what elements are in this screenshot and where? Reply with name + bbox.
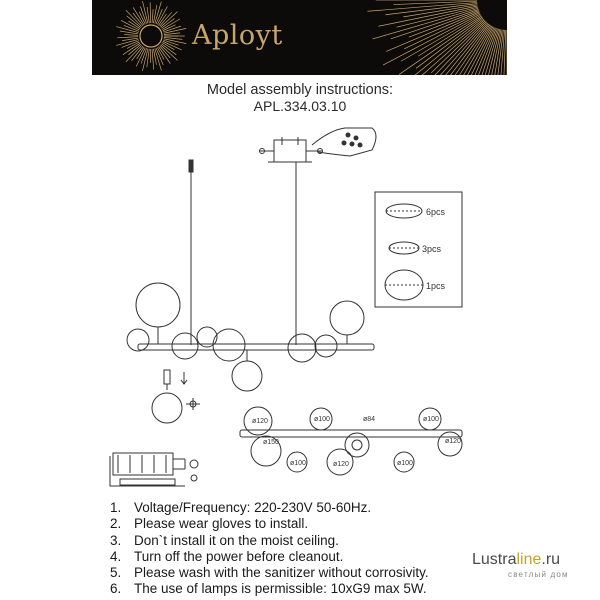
ceiling-canopy: [274, 140, 306, 162]
legend-label: 6pcs: [426, 207, 446, 217]
instructions-list: [110, 500, 429, 598]
list-item: 1. Voltage/Frequency: 220-230V 50-60Hz.: [110, 500, 372, 515]
dimension-label: ø100: [397, 460, 413, 467]
watermark-logo: Lustraline.ru: [472, 551, 561, 568]
globe: [288, 334, 316, 362]
socket-icon: [164, 370, 170, 384]
globe: [232, 361, 262, 391]
legend-label: 3pcs: [422, 244, 442, 254]
list-item: 6. The use of lamps is permissible: 10xG9 max 5W.: [110, 581, 427, 597]
dimension-label: ø100: [290, 460, 306, 467]
sunburst-logo-icon: [92, 0, 507, 75]
model-number: APL.334.03.10: [253, 98, 347, 114]
globe: [172, 333, 198, 359]
dimension-label: ø150: [263, 439, 279, 446]
list-item: 3. Don`t install it on the moist ceiling.: [110, 532, 339, 548]
assembly-title: Model assembly instructions:: [206, 82, 394, 98]
dimension-label: ø84: [363, 416, 376, 423]
watermark-subtitle: светлый дом: [508, 570, 569, 579]
globe: [152, 393, 182, 423]
assembly-drawing: [0, 112, 600, 497]
header-banner: [92, 0, 507, 75]
globe: [315, 335, 337, 357]
wiring-block: [113, 453, 173, 475]
globe: [330, 301, 364, 335]
globe: [136, 283, 180, 327]
globe: [213, 329, 245, 361]
list-item: 2. Please wear gloves to install.: [110, 516, 309, 532]
dimension-label: ø100: [423, 416, 439, 423]
main-bar: [138, 344, 374, 350]
dimension-label: ø120: [252, 418, 268, 425]
dimension-bar: [240, 430, 462, 437]
dimension-label: ø100: [314, 416, 330, 423]
list-item: 5. Please wash with the sanitizer without corrosivity.: [110, 565, 429, 581]
dimension-label: ø120: [445, 438, 461, 445]
brand-name: Aployt: [192, 20, 283, 51]
dimension-label: ø120: [333, 461, 349, 468]
list-item: 4. Turn off the power before cleanout.: [110, 548, 344, 564]
legend-label: 1pcs: [426, 281, 446, 291]
